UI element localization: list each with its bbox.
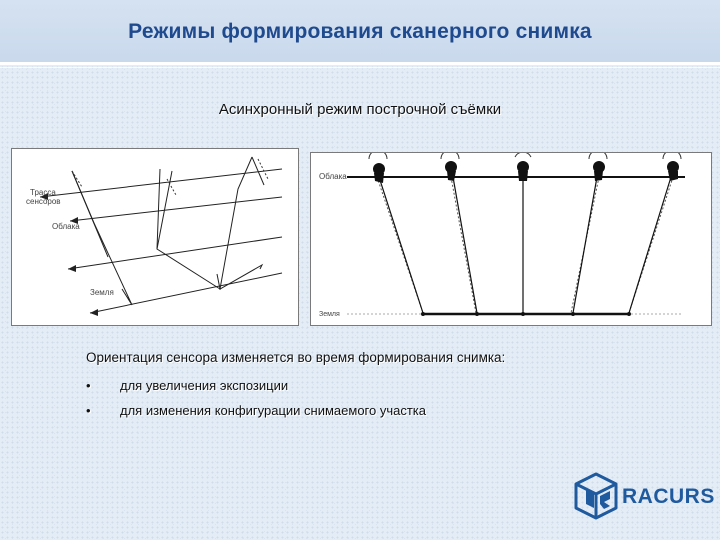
slide-subtitle: Асинхронный режим построчной съёмки	[218, 101, 502, 118]
ray-1b	[72, 171, 108, 257]
sensor-icons	[373, 161, 679, 183]
diagram-right-panel	[310, 152, 712, 326]
bullet-marker: •	[86, 378, 91, 393]
slide-caption: Ориентация сенсора изменяется во время формирования снимка:	[86, 350, 506, 365]
label-ground-right: Земля	[319, 311, 340, 318]
title-divider	[0, 62, 720, 65]
bullet-text: для изменения конфигурации снимаемого участка	[120, 403, 427, 418]
arrow-head	[90, 309, 98, 316]
diagram-left	[12, 149, 298, 325]
title-divider-thin	[0, 67, 720, 68]
label-clouds-right: Облака	[319, 172, 347, 181]
racurs-logo-text: RACURS	[622, 485, 715, 508]
label-ground-left: Земля	[90, 288, 114, 297]
bullet-marker: •	[86, 403, 91, 418]
ray-2	[157, 169, 220, 289]
slide-title: Режимы формирования сканерного снимка	[128, 20, 592, 43]
label-sensor-track-2: сенсоров	[26, 197, 61, 206]
diagram-right	[311, 153, 711, 325]
diagram-left-panel	[11, 148, 299, 326]
ray-3	[220, 157, 262, 289]
mid-line	[68, 237, 282, 269]
bullet-text: для увеличения экспозиции	[120, 378, 289, 393]
ground-line	[90, 273, 282, 313]
bullet-item	[86, 378, 486, 396]
label-sensor-track: Трасса	[30, 188, 56, 197]
arrow-head	[68, 265, 76, 272]
clouds-line	[70, 197, 282, 221]
sensor-track-line	[40, 169, 282, 197]
label-clouds-left: Облака	[52, 222, 80, 231]
bullet-item	[86, 403, 486, 421]
ray-1	[72, 171, 132, 305]
